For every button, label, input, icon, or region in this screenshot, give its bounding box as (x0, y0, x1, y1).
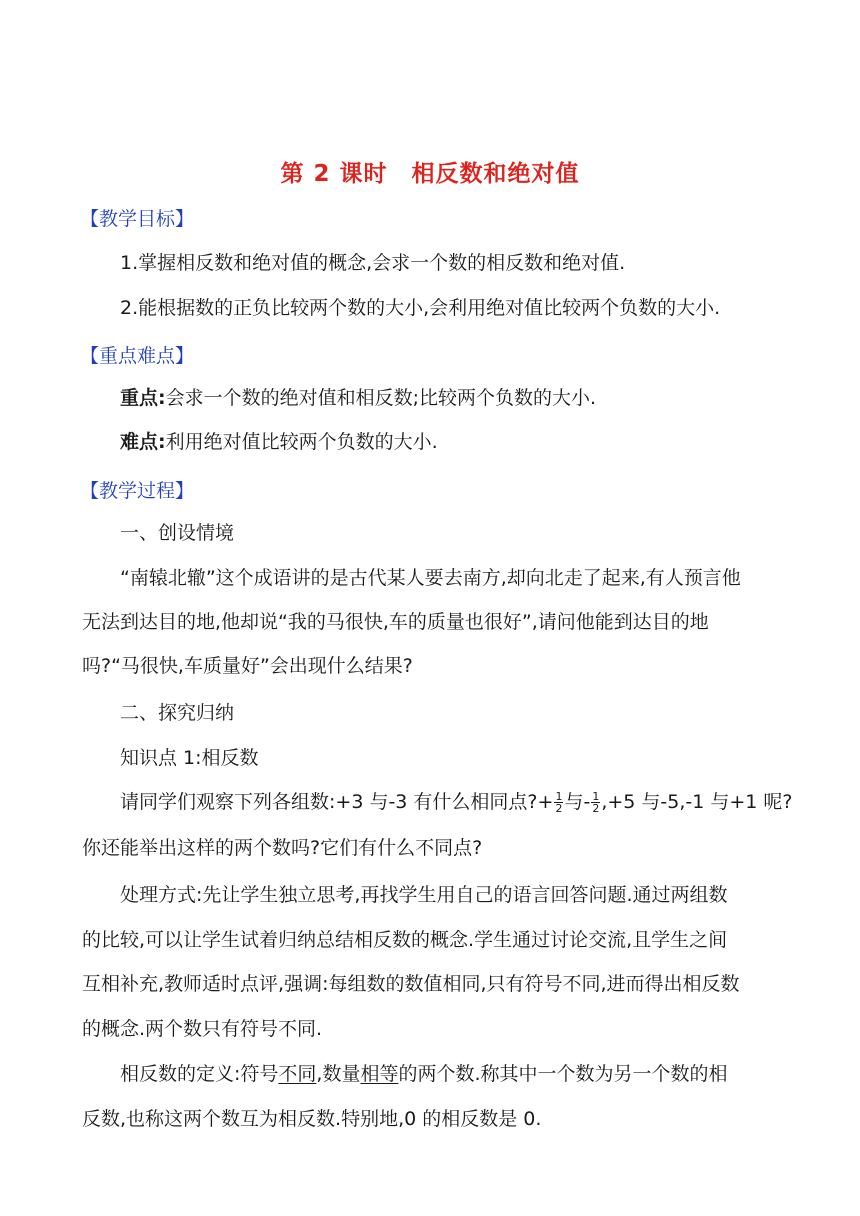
section-process-heading: 【教学过程】 (80, 480, 195, 502)
fraction-half-1 (554, 791, 563, 814)
step-2-heading: 二、探究归纳 (120, 702, 235, 724)
definition-text-a: 相反数的定义:符号 (120, 1063, 279, 1085)
definition-text-c: 的两个数.称其中一个数为另一个数的相 (398, 1063, 728, 1085)
story-paragraph-line-3: 吗?“马很快,车质量好”会出现什么结果? (82, 655, 413, 677)
question-text-c: ,+5 与-5,-1 与+1 呢? (601, 791, 793, 813)
method-line-4: 的概念.两个数只有符号不同. (82, 1018, 323, 1040)
section-goals-heading: 【教学目标】 (80, 208, 195, 230)
key-label: 重点: (120, 387, 166, 409)
lesson-title (0, 155, 860, 188)
hard-text: 利用绝对值比较两个负数的大小. (165, 431, 438, 453)
lesson-number: 第 2 课时 (280, 161, 388, 187)
question-text-a: 请同学们观察下列各组数:+3 与-3 有什么相同点?+ (120, 791, 554, 813)
section-focus-heading: 【重点难点】 (80, 345, 195, 367)
method-line-3: 互相补充,教师适时点评,强调:每组数的数值相同,只有符号不同,进而得出相反数 (82, 973, 740, 995)
step-1-heading: 一、创设情境 (120, 522, 235, 544)
goal-item-2: 2.能根据数的正负比较两个数的大小,会利用绝对值比较两个负数的大小. (120, 297, 721, 319)
hard-label: 难点: (120, 431, 166, 453)
method-line-1: 处理方式:先让学生独立思考,再找学生用自己的语言回答问题.通过两组数 (120, 884, 728, 906)
focus-key-point (120, 386, 780, 410)
story-paragraph-line-1: “南辕北辙”这个成语讲的是古代某人要去南方,却向北走了起来,有人预言他 (120, 567, 741, 589)
question-line-1 (120, 790, 793, 815)
definition-line-1 (120, 1062, 780, 1086)
question-text-b: 与- (564, 791, 591, 813)
definition-line-2: 反数,也称这两个数互为相反数.特别地,0 的相反数是 0. (82, 1108, 542, 1130)
definition-text-b: ,数量 (316, 1063, 361, 1085)
focus-hard-point (120, 430, 780, 454)
method-line-2: 的比较,可以让学生试着归纳总结相反数的概念.学生通过讨论交流,且学生之间 (82, 929, 728, 951)
fraction-numerator: 1 (555, 790, 563, 803)
goal-item-1: 1.掌握相反数和绝对值的概念,会求一个数的相反数和绝对值. (120, 252, 626, 274)
fraction-denominator: 2 (555, 802, 563, 815)
lesson-topic: 相反数和绝对值 (411, 161, 580, 187)
knowledge-point-1: 知识点 1:相反数 (120, 747, 259, 769)
question-line-2: 你还能举出这样的两个数吗?它们有什么不同点? (82, 837, 483, 859)
fraction-half-2 (591, 791, 600, 814)
definition-underlined-2: 相等 (360, 1063, 399, 1085)
definition-underlined-1: 不同 (278, 1063, 317, 1085)
fraction-denominator: 2 (592, 802, 600, 815)
story-paragraph-line-2: 无法到达目的地,他却说“我的马很快,车的质量也很好”,请问他能到达目的地 (82, 611, 709, 633)
fraction-numerator: 1 (592, 790, 600, 803)
key-text: 会求一个数的绝对值和相反数;比较两个负数的大小. (165, 387, 597, 409)
